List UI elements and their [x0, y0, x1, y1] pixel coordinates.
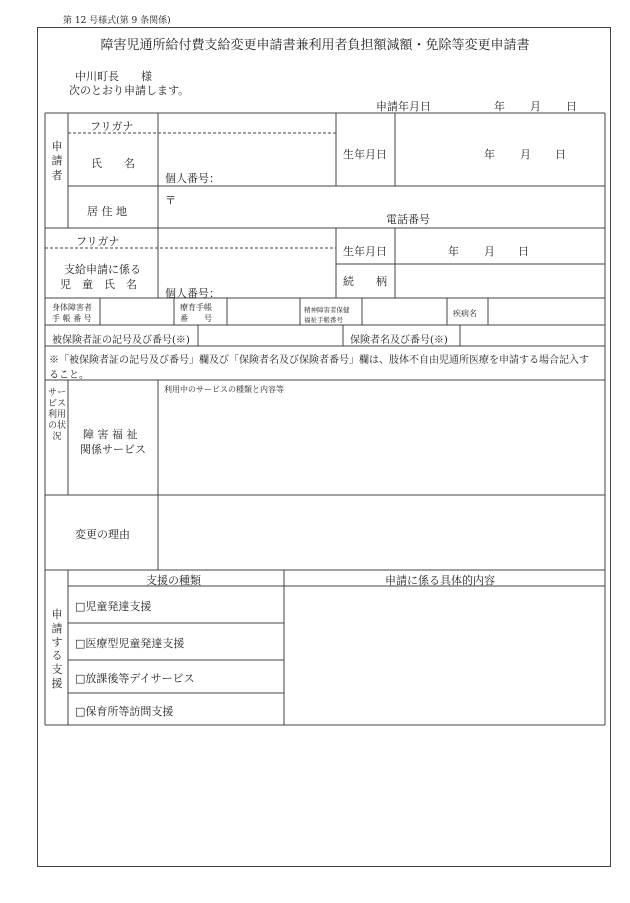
- phone-label: 電話番号: [386, 213, 430, 226]
- application-date-month: 月: [530, 100, 541, 113]
- physical-handbook-label-line1: 身体障害者: [52, 303, 92, 312]
- intro-text: 次のとおり申請します。: [69, 84, 190, 97]
- applicant-address-label: 居 住 地: [87, 205, 127, 218]
- child-dob-label: 生年月日: [343, 245, 387, 258]
- ryoiku-handbook-label-line2: 番 号: [180, 314, 212, 323]
- application-date-label: 申請年月日: [376, 100, 431, 113]
- applicant-name-label: 氏 名: [91, 157, 135, 170]
- disease-label: 疾病名: [453, 309, 477, 318]
- support-item-nursery-visit-support[interactable]: □保育所等訪問支援: [75, 705, 174, 718]
- child-relation-label: 続 柄: [343, 275, 387, 288]
- applicant-dob-year: 年: [484, 148, 495, 161]
- applicant-section-label: 申請者: [51, 140, 63, 182]
- note-line1: ※「被保険者証の記号及び番号」欄及び「保険者名及び保険者番号」欄は、肢体不自由児通所医療を申請する場合記入す: [49, 355, 589, 366]
- applicant-personal-number-label: 個人番号：: [165, 172, 220, 185]
- child-name-label-line2: 児 童 氏 名: [60, 278, 137, 291]
- mental-handbook-label-line1: 精神障害者保健: [304, 306, 350, 314]
- application-date-year: 年: [494, 100, 505, 113]
- support-type-header: 支援の種類: [146, 574, 201, 587]
- service-label-line1: 障 害 福 祉: [83, 428, 138, 441]
- support-item-medical-child-development[interactable]: □医療型児童発達支援: [75, 637, 185, 650]
- application-date-day: 日: [566, 100, 577, 113]
- service-section-label: サービス利用の状況: [47, 388, 66, 442]
- child-dob-year: 年: [448, 245, 459, 258]
- form-title: 障害児通所給付費支給変更申請書兼利用者負担額減額・免除等変更申請書: [100, 38, 530, 53]
- child-dob-month: 月: [484, 245, 495, 258]
- child-name-label-line1: 支給申請に係る: [64, 263, 141, 276]
- applicant-dob-month: 月: [520, 148, 531, 161]
- physical-handbook-label-line2: 手 帳 番 号: [52, 314, 92, 323]
- support-section-label: 申請する支援: [51, 608, 63, 690]
- addressee: 中川町長 様: [75, 70, 152, 83]
- service-content-caption: 利用中のサービスの種類と内容等: [164, 385, 284, 394]
- form-number-label: 第 12 号様式(第 9 条関係): [63, 16, 171, 26]
- postal-mark: 〒: [165, 194, 176, 207]
- applicant-dob-day: 日: [555, 148, 566, 161]
- ryoiku-handbook-label-line1: 療育手帳: [180, 303, 212, 312]
- mental-handbook-label-line2: 福祉手帳番号: [304, 316, 343, 324]
- service-label-line2: 関係サービス: [80, 443, 146, 456]
- note-line2: ること。: [49, 370, 89, 381]
- applicant-furigana-label: フリガナ: [90, 120, 134, 133]
- child-furigana-label: フリガナ: [76, 235, 120, 248]
- child-dob-day: 日: [518, 245, 529, 258]
- support-content-header: 申請に係る具体的内容: [385, 574, 495, 587]
- reason-label: 変更の理由: [75, 528, 130, 541]
- applicant-dob-label: 生年月日: [343, 148, 387, 161]
- child-personal-number-label: 個人番号：: [165, 287, 220, 300]
- insurance-card-label: 被保険者証の記号及び番号(※): [52, 335, 190, 346]
- support-item-child-development[interactable]: □児童発達支援: [75, 600, 152, 613]
- support-item-after-school-day-service[interactable]: □放課後等デイサービス: [75, 672, 195, 685]
- insurer-label: 保険者名及び番号(※): [350, 335, 448, 346]
